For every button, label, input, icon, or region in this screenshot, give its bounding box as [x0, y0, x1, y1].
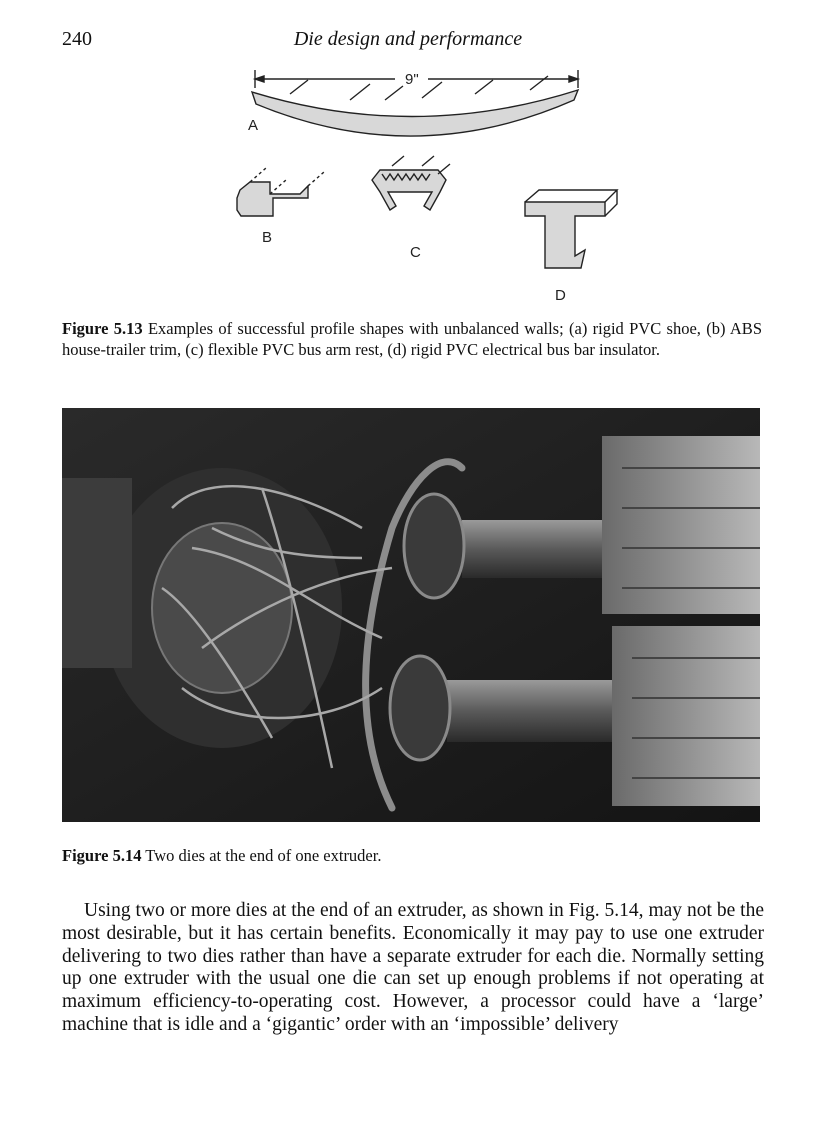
figure-5-14-caption-text: Two dies at the end of one extruder. [145, 846, 382, 865]
figure-5-13-caption-label: Figure 5.13 [62, 319, 143, 338]
lower-adapter [447, 680, 612, 742]
running-title: Die design and performance [293, 28, 523, 50]
upper-die-flange [404, 494, 464, 598]
dimension-label: 9" [405, 71, 419, 88]
shape-label-d: D [555, 287, 566, 304]
shape-b-outline [237, 182, 308, 216]
body-paragraph: Using two or more dies at the end of an extruder, as shown in Fig. 5.14, may not be the most desirable, but it has certain benefits. Economically it may pay to use one extruder delivering to two dies rather than have a separate extruder for each die. Normally setting up one extruder with the usual one die can set up enough problems if not operating at maximum efficiency-to-operating cost. However, a processor could have a ‘large’ machine that is idle and a ‘gigantic’ order with an ‘impossible’ delivery [62, 900, 764, 1035]
figure-5-14-caption [62, 845, 762, 866]
mounting-bracket [62, 478, 132, 668]
figure-5-13-caption [62, 318, 762, 360]
figure-5-14-caption-label: Figure 5.14 [62, 846, 142, 865]
shape-label-a: A [248, 117, 259, 134]
figure-5-13-caption-text: Examples of successful profile shapes with unbalanced walls; (a) rigid PVC shoe, (b) ABS house-trailer trim, (c) flexible PVC bus arm rest, (d) rigid PVC electrical bus bar insulator. [62, 319, 762, 359]
shape-a-outline [252, 90, 578, 136]
shape-d-outline [525, 202, 605, 268]
page-number: 240 [62, 28, 92, 50]
lower-die-flange [390, 656, 450, 760]
shape-label-c: C [410, 244, 421, 261]
upper-adapter [462, 520, 602, 578]
shape-label-b: B [262, 229, 273, 246]
figure-5-14-photo [62, 408, 760, 822]
figure-5-13-drawing [200, 62, 620, 307]
